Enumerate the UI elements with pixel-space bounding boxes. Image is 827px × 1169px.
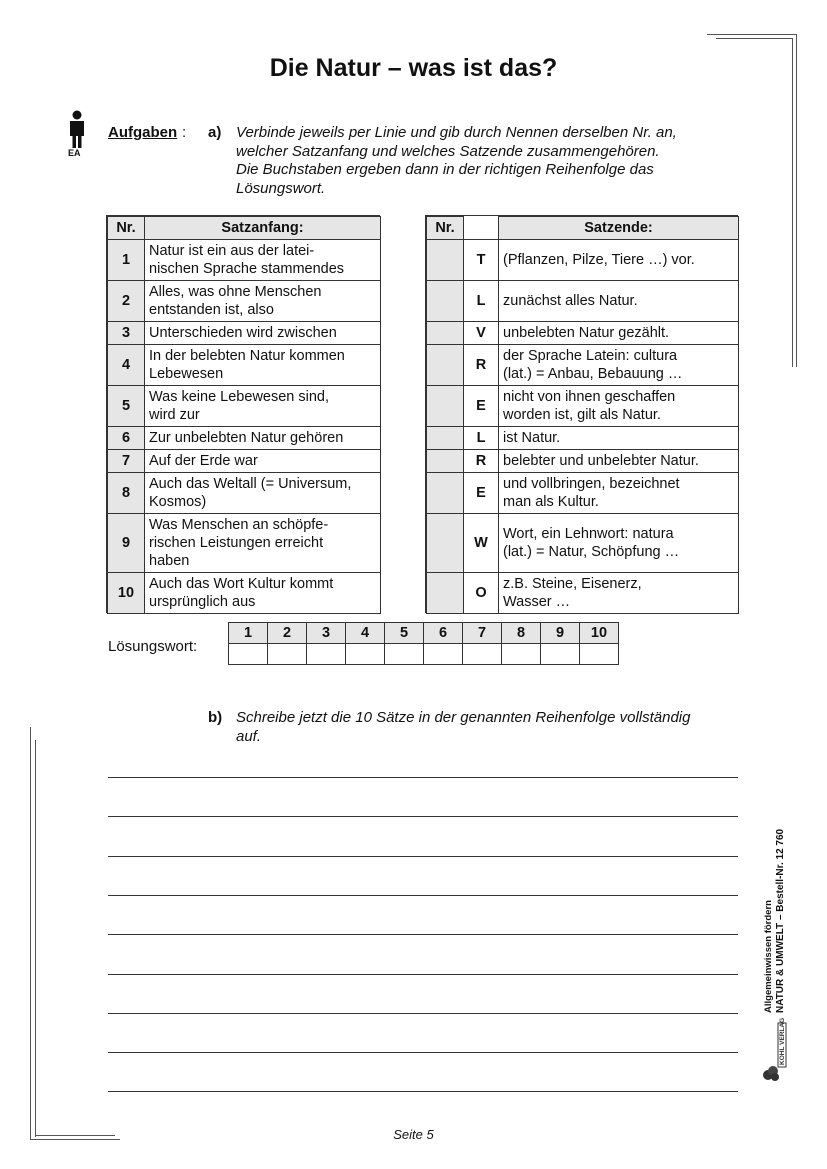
sentence-start-line: rischen Leistungen erreicht: [149, 535, 324, 551]
table-row: [427, 345, 739, 386]
answer-number-cell: [427, 240, 464, 281]
header-satzanfang: Satzanfang:: [145, 217, 381, 240]
individual-work-label: EA: [68, 148, 81, 158]
table-row: [108, 573, 381, 614]
table-row: [108, 322, 381, 345]
sentence-start-line: In der belebten Natur kommen: [149, 348, 345, 364]
sentence-start-cell: [145, 473, 381, 514]
sentence-end-cell: [499, 345, 739, 386]
writing-line[interactable]: [108, 1091, 738, 1092]
sentence-end-line: man als Kultur.: [503, 494, 599, 510]
solution-number: 6: [424, 623, 463, 644]
sentence-start-cell: [145, 514, 381, 573]
table-row: [427, 427, 739, 450]
writing-line[interactable]: [108, 1013, 738, 1014]
table-row: [108, 473, 381, 514]
writing-line[interactable]: [108, 1052, 738, 1053]
answer-number-cell: [427, 450, 464, 473]
frame-left-line: [30, 727, 31, 1140]
row-number: 3: [108, 322, 145, 345]
solution-letter-box[interactable]: [424, 644, 463, 665]
sentence-end-line: Wort, ein Lehnwort: natura: [503, 526, 674, 542]
solution-label: Lösungswort:: [108, 638, 198, 655]
solution-letter-box[interactable]: [463, 644, 502, 665]
task-b-instructions: [236, 709, 736, 746]
frame-top-line: [707, 34, 797, 35]
answer-number-cell: [427, 345, 464, 386]
sentence-start-line: Unterschieden wird zwischen: [149, 325, 337, 341]
writing-line[interactable]: [108, 974, 738, 975]
header-satzende: Satzende:: [499, 217, 739, 240]
table-row: [427, 240, 739, 281]
solution-number: 2: [268, 623, 307, 644]
row-number: 10: [108, 573, 145, 614]
table-row: [108, 281, 381, 322]
sentence-start-line: Was Menschen an schöpfe-: [149, 517, 329, 533]
side-series: Allgemeinwissen fördern: [763, 900, 774, 1013]
writing-line[interactable]: [108, 934, 738, 935]
task-b-line: Schreibe jetzt die 10 Sätze in der genannten Reihenfolge vollständig: [236, 709, 691, 726]
row-number: 5: [108, 386, 145, 427]
table-row: [427, 450, 739, 473]
solution-letter-box[interactable]: [307, 644, 346, 665]
publisher-logo: [760, 1015, 788, 1083]
answer-number-cell: [427, 386, 464, 427]
sentence-end-line: Wasser …: [503, 594, 571, 610]
sentence-start-line: Zur unbelebten Natur gehören: [149, 430, 344, 446]
sentence-end-cell: [499, 427, 739, 450]
sentence-end-table: [426, 216, 739, 614]
table-row: [427, 573, 739, 614]
side-title: NATUR & UMWELT – Bestell-Nr. 12 760: [775, 828, 786, 1013]
solution-letter-box[interactable]: [346, 644, 385, 665]
answer-number-cell: [427, 281, 464, 322]
sentence-start-cell: [145, 427, 381, 450]
answer-number-cell: [427, 473, 464, 514]
solution-letter-box[interactable]: [229, 644, 268, 665]
answer-number-cell: [427, 322, 464, 345]
solution-letter-box[interactable]: [502, 644, 541, 665]
answer-number-cell: [427, 514, 464, 573]
sentence-end-line: ist Natur.: [503, 430, 561, 446]
row-letter: T: [464, 240, 499, 281]
solution-number: 1: [229, 623, 268, 644]
sentence-end-cell: [499, 386, 739, 427]
sentence-end-cell: [499, 473, 739, 514]
table-row: [108, 427, 381, 450]
row-letter: V: [464, 322, 499, 345]
sentence-end-cell: [499, 281, 739, 322]
sentence-end-cell: [499, 240, 739, 281]
header-letter: [464, 217, 499, 240]
sentence-start-line: entstanden ist, also: [149, 302, 274, 318]
section-label: Aufgaben: [108, 124, 178, 141]
sentence-start-cell: [145, 281, 381, 322]
row-letter: W: [464, 514, 499, 573]
sentence-start-line: ursprünglich aus: [149, 594, 256, 610]
sentence-start-line: Kosmos): [149, 494, 207, 510]
sentence-end-cell: [499, 450, 739, 473]
table-row: [427, 473, 739, 514]
sentence-end-cell: [499, 514, 739, 573]
sentence-start-cell: [145, 386, 381, 427]
task-b-line: auf.: [236, 727, 262, 745]
writing-line[interactable]: [108, 816, 738, 817]
frame-right-line: [796, 34, 797, 367]
row-letter: E: [464, 386, 499, 427]
sentence-end-line: und vollbringen, bezeichnet: [503, 476, 680, 492]
sentence-end-line: worden ist, gilt als Natur.: [503, 407, 661, 423]
sentence-start-line: Auch das Weltall (= Universum,: [149, 476, 352, 492]
row-number: 6: [108, 427, 145, 450]
header-nr: Nr.: [108, 217, 145, 240]
sentence-start-line: wird zur: [149, 407, 200, 423]
frame-left-line-2: [35, 740, 36, 1137]
task-a-label: a): [208, 124, 222, 141]
answer-number-cell: [427, 573, 464, 614]
solution-letter-box[interactable]: [580, 644, 619, 665]
task-a-line: Die Buchstaben ergeben dann in der richtigen Reihenfolge das: [236, 161, 654, 178]
sentence-end-line: zunächst alles Natur.: [503, 293, 638, 309]
sentence-start-cell: [145, 240, 381, 281]
solution-number: 4: [346, 623, 385, 644]
table-row: [427, 514, 739, 573]
sentence-end-cell: [499, 322, 739, 345]
sentence-start-line: Natur ist ein aus der latei-: [149, 243, 315, 259]
task-a-line: welcher Satzanfang und welches Satzende zusammengehören.: [236, 142, 660, 160]
table-row: [108, 345, 381, 386]
task-a-line: Verbinde jeweils per Linie und gib durch Nennen derselben Nr. an,: [236, 124, 677, 141]
solution-number: 10: [580, 623, 619, 644]
solution-grid: [228, 622, 619, 665]
row-number: 2: [108, 281, 145, 322]
row-letter: R: [464, 345, 499, 386]
table-row: [108, 240, 381, 281]
sentence-end-line: (lat.) = Anbau, Bebauung …: [503, 366, 683, 382]
frame-right-line-2: [792, 38, 793, 367]
sentence-end-line: der Sprache Latein: cultura: [503, 348, 678, 364]
row-number: 9: [108, 514, 145, 573]
solution-number: 8: [502, 623, 541, 644]
table-row: [108, 450, 381, 473]
task-a-instructions: [236, 124, 736, 198]
sentence-start-line: haben: [149, 553, 190, 569]
sentence-end-line: z.B. Steine, Eisenerz,: [503, 576, 642, 592]
solution-number: 7: [463, 623, 502, 644]
sentence-end-line: belebter und unbelebter Natur.: [503, 453, 699, 469]
row-number: 7: [108, 450, 145, 473]
solution-number: 5: [385, 623, 424, 644]
page-number: Seite 5: [393, 1127, 434, 1142]
task-a-line: Lösungswort.: [236, 179, 326, 197]
header-nr: Nr.: [427, 217, 464, 240]
sentence-end-line: (lat.) = Natur, Schöpfung …: [503, 544, 680, 560]
side-publication-info: [763, 773, 787, 1013]
row-letter: E: [464, 473, 499, 514]
row-letter: L: [464, 427, 499, 450]
sentence-start-line: Was keine Lebewesen sind,: [149, 389, 330, 405]
sentence-end-cell: [499, 573, 739, 614]
sentence-end-line: unbelebten Natur gezählt.: [503, 325, 670, 341]
writing-line[interactable]: [108, 777, 738, 778]
row-letter: R: [464, 450, 499, 473]
sentence-start-line: Auf der Erde war: [149, 453, 258, 469]
page-title: Die Natur – was ist das?: [269, 54, 558, 82]
frame-top-line-2: [716, 38, 793, 39]
task-b-label: b): [208, 709, 223, 726]
sentence-end-line: (Pflanzen, Pilze, Tiere …) vor.: [503, 252, 695, 268]
sentence-start-cell: [145, 322, 381, 345]
row-number: 4: [108, 345, 145, 386]
sentence-start-line: Auch das Wort Kultur kommt: [149, 576, 334, 592]
row-letter: O: [464, 573, 499, 614]
section-label-colon: :: [182, 124, 187, 141]
sentence-start-cell: [145, 450, 381, 473]
sentence-start-line: Lebewesen: [149, 366, 224, 382]
writing-line[interactable]: [108, 895, 738, 896]
solution-number: 3: [307, 623, 346, 644]
answer-number-cell: [427, 427, 464, 450]
table-row: [427, 281, 739, 322]
writing-line[interactable]: [108, 856, 738, 857]
sentence-start-line: nischen Sprache stammendes: [149, 261, 345, 277]
solution-letter-box[interactable]: [385, 644, 424, 665]
table-row: [108, 514, 381, 573]
solution-number: 9: [541, 623, 580, 644]
sentence-start-cell: [145, 345, 381, 386]
table-row: [427, 386, 739, 427]
solution-letter-box[interactable]: [268, 644, 307, 665]
sentence-start-cell: [145, 573, 381, 614]
row-letter: L: [464, 281, 499, 322]
table-row: [108, 386, 381, 427]
sentence-start-line: Alles, was ohne Menschen: [149, 284, 322, 300]
row-number: 1: [108, 240, 145, 281]
sentence-end-line: nicht von ihnen geschaffen: [503, 389, 676, 405]
row-number: 8: [108, 473, 145, 514]
solution-letter-box[interactable]: [541, 644, 580, 665]
table-row: [427, 322, 739, 345]
publisher-logo-text: KOHL VERLAG: [779, 1017, 786, 1065]
sentence-start-table: [107, 216, 381, 614]
